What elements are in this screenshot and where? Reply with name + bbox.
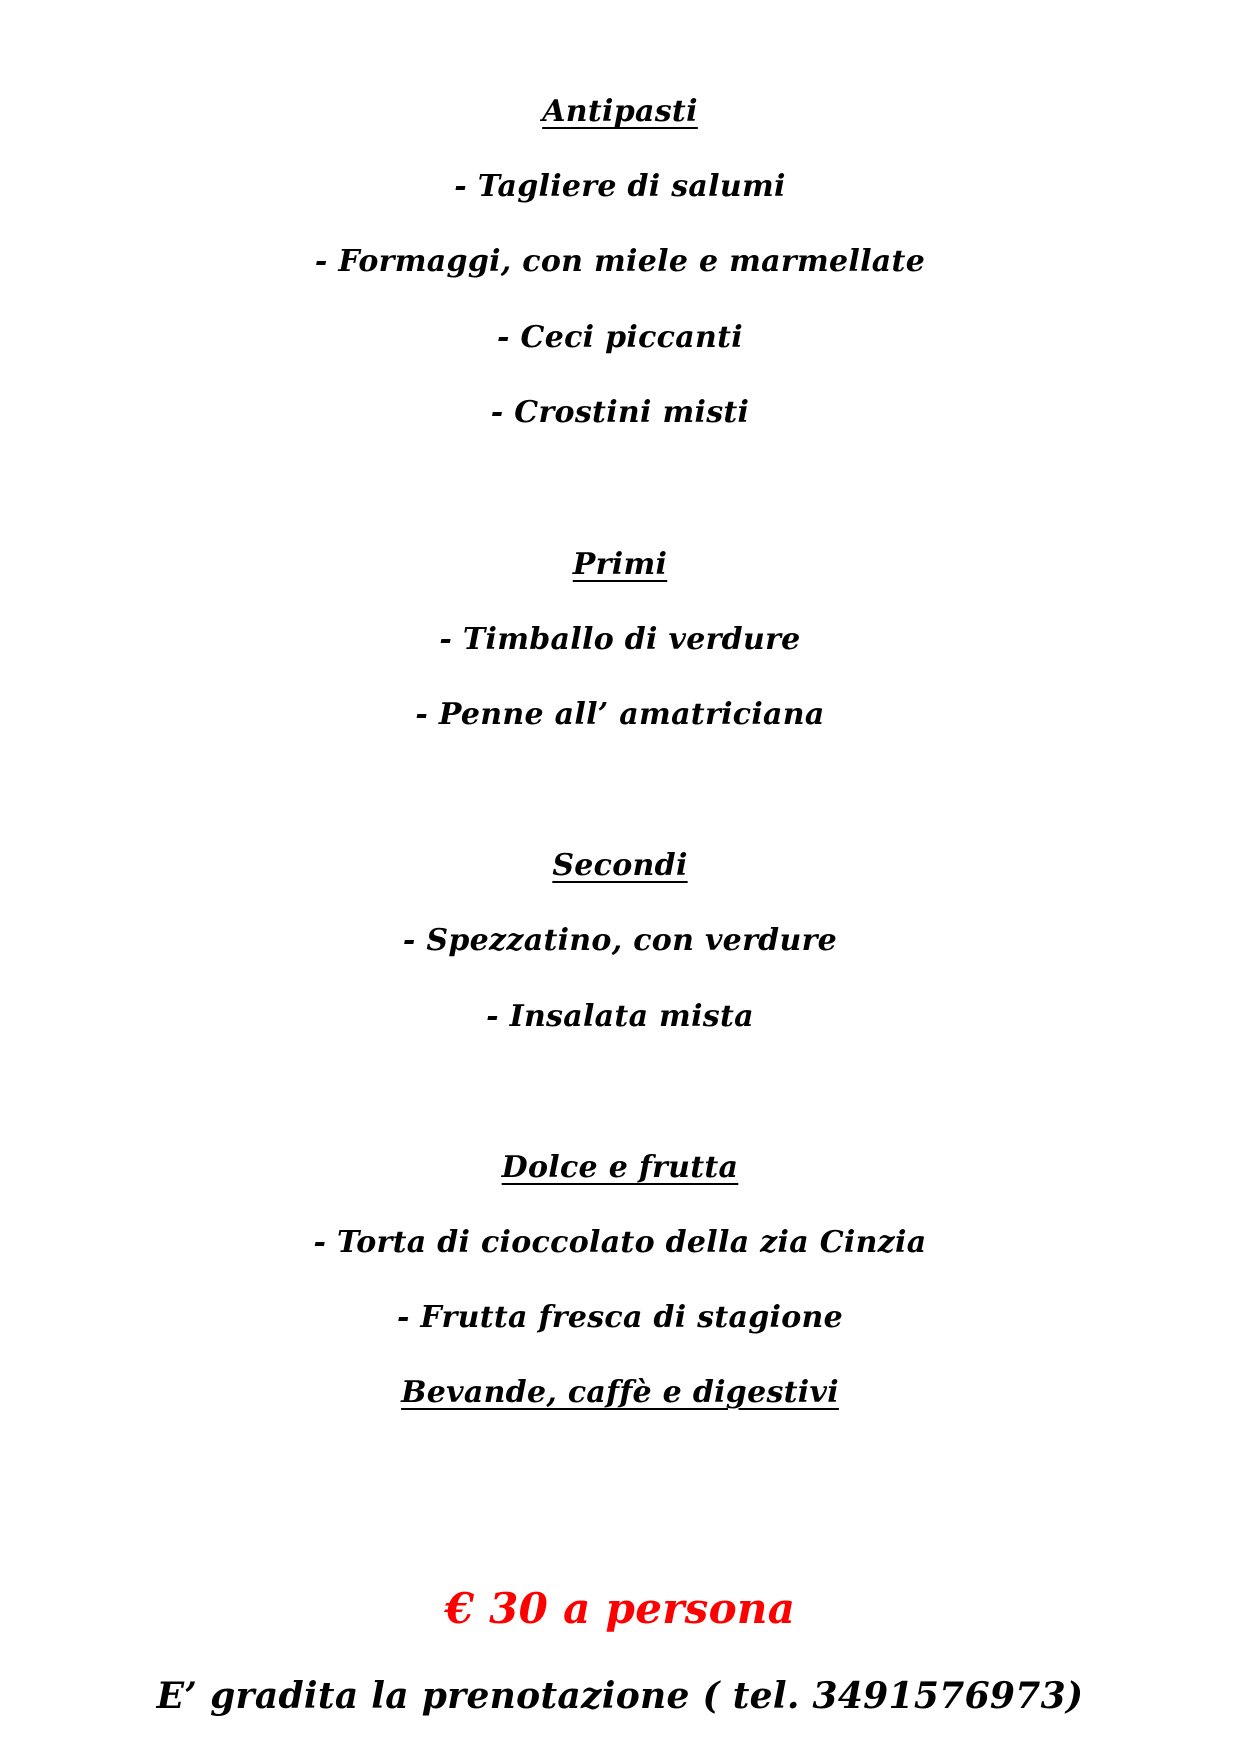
price-label: € 30 a persona xyxy=(444,1584,796,1633)
menu-item: - Timballo di verdure xyxy=(439,622,801,657)
section-title-antipasti: Antipasti xyxy=(542,94,698,129)
menu-item: - Tagliere di salumi xyxy=(454,169,786,204)
menu-item: - Insalata mista xyxy=(486,999,754,1034)
reservation-note: E’ gradita la prenotazione ( tel. 3491576973) xyxy=(156,1675,1084,1717)
section-title-primi: Primi xyxy=(572,547,668,582)
menu-item: - Crostini misti xyxy=(490,395,750,430)
menu-item: - Spezzatino, con verdure xyxy=(402,923,838,958)
section-title-secondi: Secondi xyxy=(552,848,688,883)
menu-item: - Frutta fresca di stagione xyxy=(396,1300,844,1335)
menu-item: - Torta di cioccolato della zia Cinzia xyxy=(313,1225,927,1260)
menu-item: - Formaggi, con miele e marmellate xyxy=(314,244,926,279)
menu-item: - Ceci piccanti xyxy=(497,320,743,355)
section-title-dolce-e-frutta: Dolce e frutta xyxy=(501,1150,739,1185)
extras-heading: Bevande, caffè e digestivi xyxy=(401,1375,839,1410)
menu-item: - Penne all’ amatriciana xyxy=(415,697,825,732)
